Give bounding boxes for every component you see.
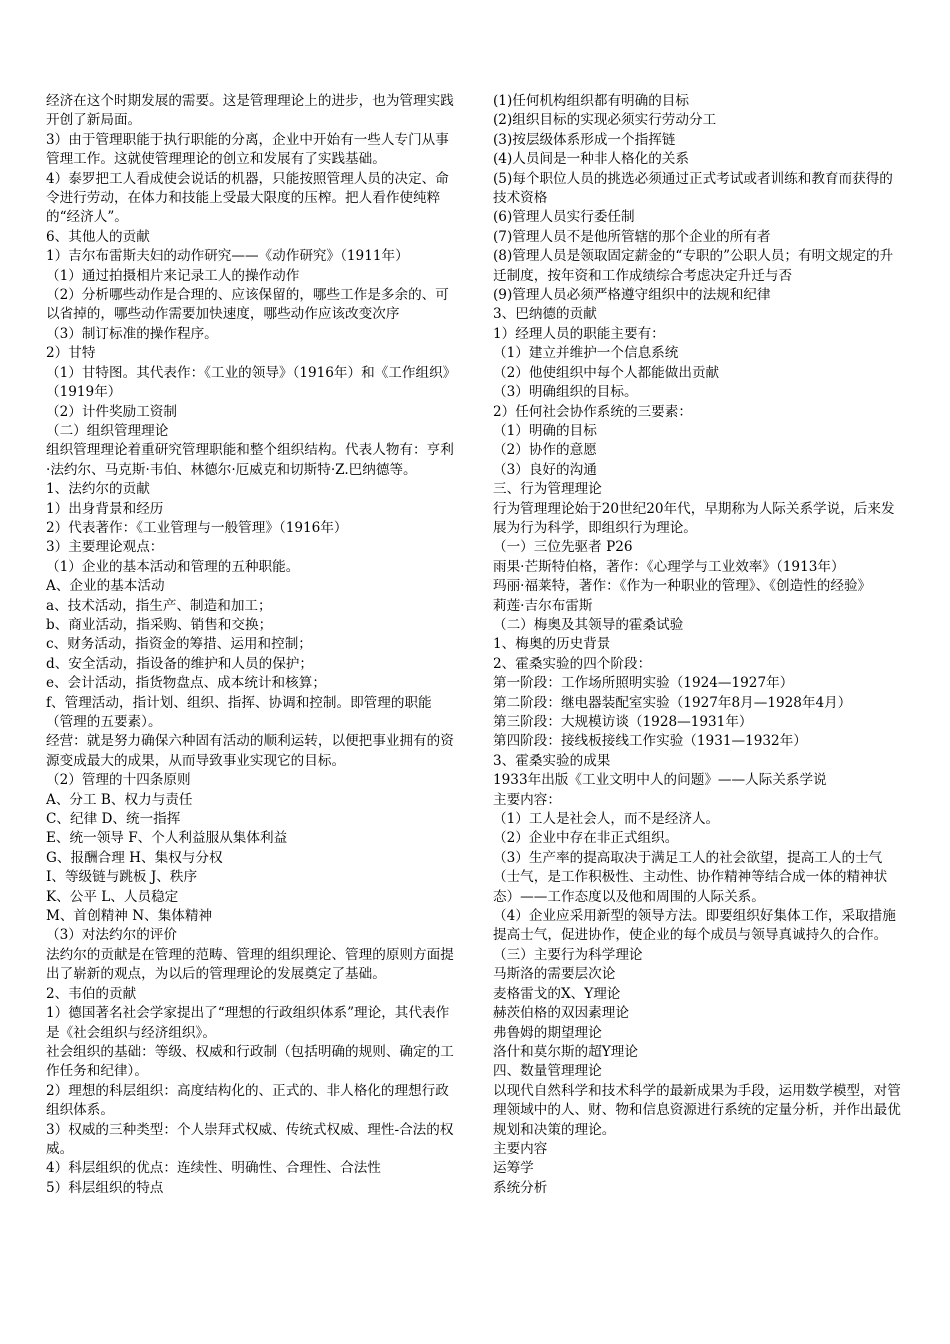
paragraph: 三、行为管理理论 [493,481,602,498]
paragraph: A、分工 B、权力与责任 [46,791,193,808]
paragraph: （1）企业的基本活动和管理的五种职能。 [46,558,300,575]
paragraph: C、纪律 D、统一指挥 [46,811,181,828]
paragraph: （3）良好的沟通 [493,461,597,478]
paragraph: 1、梅奥的历史背景 [493,636,611,653]
paragraph: （2）企业中存在非正式组织。 [493,830,679,847]
paragraph: 2）理想的科层组织：高度结构化的、正式的、非人格化的理想行政组织体系。 [46,1082,449,1119]
paragraph: 2、韦伯的贡献 [46,985,137,1002]
paragraph: 赫茨伯格的双因素理论 [493,1005,629,1022]
paragraph: （3）对法约尔的评价 [46,927,177,944]
paragraph: 主要内容： [493,791,561,808]
paragraph: （4）企业应采用新型的领导方法。即要组织好集体工作，采取措施提高士气，促进协作，使企业的每个成员与领导真诚持久的合作。 [493,908,896,944]
paragraph: 组织管理理论着重研究管理职能和整个组织结构。代表人物有：亨利·法约尔、马克斯·韦伯、林德尔·厄威克和切斯特·Z.巴纳德等。 [46,442,454,478]
paragraph: 1）出身背景和经历 [46,500,164,517]
paragraph: （1）建立并维护一个信息系统 [493,345,679,362]
paragraph: (4)人员间是一种非人格化的关系 [493,151,689,168]
paragraph: 第一阶段：工作场所照明实验（1924—1927年） [493,675,794,692]
paragraph: 弗鲁姆的期望理论 [493,1024,602,1041]
paragraph: b、商业活动，指采购、销售和交换； [46,616,273,633]
paragraph: 第四阶段：接线板接线工作实验（1931—1932年） [493,733,807,750]
paragraph: （3）制订标准的操作程序。 [46,325,218,342]
paragraph: （3）生产率的提高取决于满足工人的社会欲望，提高工人的士气（士气，是工作积极性、主动性、协作精神等结合成一体的精神状态）——工作态度以及他和周围的人际关系。 [493,849,888,905]
paragraph: K、公平 L、人员稳定 [46,888,179,905]
paragraph: 2）任何社会协作系统的三要素： [493,403,692,420]
paragraph: 1）经理人员的职能主要有： [493,325,665,342]
paragraph: 主要内容 [493,1140,548,1157]
paragraph: 2）甘特 [46,345,96,362]
paragraph: 1）吉尔布雷斯夫妇的动作研究——《动作研究》（1911年） [46,248,409,265]
paragraph: 3）权威的三种类型：个人崇拜式权威、传统式权威、理性-合法的权威。 [46,1121,454,1157]
paragraph: 麦格雷戈的X、Y理论 [493,985,621,1002]
paragraph: 第二阶段：继电器装配室实验（1927年8月—1928年4月） [493,694,852,711]
paragraph: 1）德国著名社会学家提出了“理想的行政组织体系”理论，其代表作是《社会组织与经济组织》。 [46,1005,450,1041]
paragraph: （1）工人是社会人，而不是经济人。 [493,811,720,828]
paragraph: （3）明确组织的目标。 [493,384,638,401]
paragraph: 2）代表著作：《工业管理与一般管理》（1916年） [46,519,348,536]
paragraph: （二）梅奥及其领导的霍桑试验 [493,616,684,633]
paragraph: 马斯洛的需要层次论 [493,966,616,983]
paragraph: （1）明确的目标 [493,422,597,439]
paragraph: 运筹学 [493,1160,534,1177]
paragraph: (7)管理人员不是他所管辖的那个企业的所有者 [493,228,771,245]
paragraph: c、财务活动，指资金的筹措、运用和控制； [46,636,312,653]
paragraph: （一）三位先驱者 P26 [493,539,633,556]
paragraph: （2）计件奖励工资制 [46,403,177,420]
paragraph: 第三阶段：大规模访谈（1928—1931年） [493,714,753,730]
paragraph: 经营：就是努力确保六种固有活动的顺利运转，以便把事业拥有的资源变成最大的成果，从而导致事业实现它的目标。 [46,733,454,769]
paragraph: G、报酬合理 H、集权与分权 [46,849,223,866]
paragraph: 3）由于管理职能于执行职能的分离，企业中开始有一些人专门从事管理工作。这就使管理理论的创立和发展有了实践基础。 [46,131,449,168]
paragraph: (3)按层级体系形成一个指挥链 [493,131,676,148]
paragraph: 3、巴纳德的贡献 [493,306,597,323]
paragraph: 6、其他人的贡献 [46,228,150,245]
paragraph: (8)管理人员是领取固定薪金的“专职的”公职人员；有明文规定的升迁制度，按年资和工作成绩综合考虑决定升迁与否 [493,248,894,284]
paragraph: 法约尔的贡献是在管理的范畴、管理的组织理论、管理的原则方面提出了崭新的观点，为以后的管理理论的发展奠定了基础。 [46,946,454,983]
paragraph: （2）协作的意愿 [493,442,597,459]
paragraph: （2）分析哪些动作是合理的、应该保留的，哪些工作是多余的、可以省掉的，哪些动作需要加快速度，哪些动作应该改变次序 [46,287,449,323]
paragraph: a、技术活动，指生产、制造和加工； [46,597,272,614]
paragraph: 经济在这个时期发展的需要。这是管理理论上的进步，也为管理实践开创了新局面。 [46,93,454,129]
paragraph: e、会计活动，指货物盘点、成本统计和核算； [46,675,326,692]
paragraph: M、首创精神 N、集体精神 [46,908,213,925]
paragraph: （三）主要行为科学理论 [493,946,643,963]
paragraph: E、统一领导 F、个人利益服从集体利益 [46,830,288,847]
paragraph: (1)任何机构组织都有明确的目标 [493,93,689,109]
paragraph: 3、霍桑实验的成果 [493,752,611,769]
paragraph: 4）泰罗把工人看成使会说话的机器，只能按照管理人员的决定、命令进行劳动，在体力和技能上受最大限度的压榨。把人看作使纯粹的“经济人”。 [46,170,449,226]
paragraph: I、等级链与跳板 J、秩序 [46,869,198,886]
paragraph: （2）管理的十四条原则 [46,772,191,789]
paragraph: 1933年出版《工业文明中人的问题》——人际关系学说 [493,772,827,789]
paragraph: A、企业的基本活动 [46,578,165,595]
paragraph: 四、数量管理理论 [493,1063,602,1080]
paragraph: 系统分析 [493,1179,548,1196]
paragraph: 5）科层组织的特点 [46,1179,164,1196]
paragraph: (6)管理人员实行委任制 [493,209,635,226]
paragraph: （2）他使组织中每个人都能做出贡献 [493,364,720,381]
paragraph: （1）甘特图。其代表作：《工业的领导》（1916年）和《工作组织》（1919年） [46,364,450,401]
paragraph: 玛丽·福莱特，著作：《作为一种职业的管理》、《创造性的经验》 [493,578,872,595]
left-text-column [46,92,456,1198]
paragraph: (9)管理人员必须严格遵守组织中的法规和纪律 [493,287,771,304]
right-text-column [493,92,903,1198]
paragraph: (5)每个职位人员的挑选必须通过正式考试或者训练和教育而获得的技术资格 [493,170,893,207]
paragraph: 行为管理理论始于20世纪20年代，早期称为人际关系学说，后来发展为行为科学，即组织行为理论。 [493,500,895,536]
paragraph: 以现代自然科学和技术科学的最新成果为手段，运用数学模型，对管理领域中的人、财、物和信息资源进行系统的定量分析，并作出最优规划和决策的理论。 [493,1082,901,1138]
paragraph: （1）通过拍摄相片来记录工人的操作动作 [46,267,300,284]
paragraph: 1、法约尔的贡献 [46,481,150,498]
paragraph: 4）科层组织的优点：连续性、明确性、合理性、合法性 [46,1160,381,1177]
paragraph: 3）主要理论观点： [46,539,164,556]
paragraph: 雨果·芒斯特伯格，著作：《心理学与工业效率》（1913年） [493,558,845,575]
paragraph: 2、霍桑实验的四个阶段： [493,655,652,672]
paragraph: f、管理活动，指计划、组织、指挥、协调和控制。即管理的职能（管理的五要素）。 [46,694,432,730]
paragraph: d、安全活动，指设备的维护和人员的保护； [46,655,313,672]
paragraph: 莉莲·吉尔布雷斯 [493,597,593,614]
paragraph: 洛什和莫尔斯的超Y理论 [493,1043,638,1060]
paragraph: (2)组织目标的实现必须实行劳动分工 [493,112,717,129]
paragraph: 社会组织的基础：等级、权威和行政制（包括明确的规则、确定的工作任务和纪律）。 [46,1043,454,1080]
paragraph: （二）组织管理理论 [46,422,169,439]
